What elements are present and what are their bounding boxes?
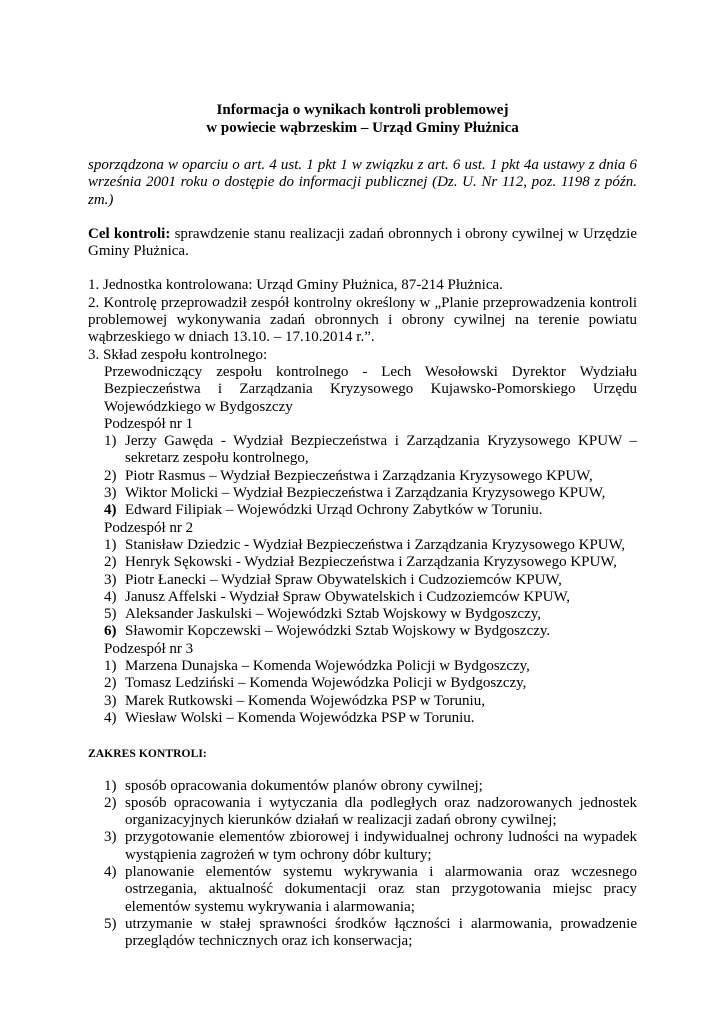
list-item-text: Wiktor Molicki – Wydział Bezpieczeństwa i Zarządzania Kryzysowego KPUW,	[125, 485, 606, 502]
scope-list	[88, 778, 637, 951]
list-item-number: 5)	[104, 606, 117, 623]
list-item-number: 1)	[104, 433, 117, 450]
point-2-control-team: 2. Kontrolę przeprowadził zespół kontrolny określony w „Planie przeprowadzenia kontroli problemowej wykonywania zadań obronnych i obrony cywilnej na terenie powiatu wąbrzeskiego w dniach 13.10. – 17.10.2014 r.”.	[88, 294, 637, 346]
control-goal-label: Cel kontroli:	[88, 225, 171, 242]
list-item-number: 4)	[104, 588, 117, 605]
list-item	[88, 864, 637, 916]
subteam-3-list	[104, 658, 637, 727]
list-item	[104, 537, 637, 554]
list-item-number: 1)	[104, 777, 117, 794]
list-item-number: 5)	[104, 915, 117, 932]
legal-basis: sporządzona w oparciu o art. 4 ust. 1 pkt 1 w związku z art. 6 ust. 1 pkt 4a ustawy z dnia 6 września 2001 roku o dostępie do informacji publicznej (Dz. U. Nr 112, poz. 1198 z późn. zm.)	[88, 157, 637, 208]
list-item-text: Marzena Dunajska – Komenda Wojewódzka Policji w Bydgoszczy,	[125, 658, 530, 675]
list-item-text: Stanisław Dziedzic - Wydział Bezpieczeństwa i Zarządzania Kryzysowego KPUW,	[125, 536, 626, 553]
list-item-number: 3)	[104, 485, 117, 502]
control-goal-text: sprawdzenie stanu realizacji zadań obronnych i obrony cywilnej w Urzędzie Gminy Płużnica.	[88, 225, 637, 260]
control-goal	[88, 226, 637, 261]
list-item-text: Henryk Sękowski - Wydział Bezpieczeństwa i Zarządzania Kryzysowego KPUW,	[125, 554, 617, 571]
list-item	[104, 485, 637, 502]
list-item	[88, 916, 637, 951]
list-item-text: Tomasz Ledziński – Komenda Wojewódzka Policji w Bydgoszczy,	[125, 675, 527, 692]
list-item-number: 2)	[104, 467, 117, 484]
list-item-text: Sławomir Kopczewski – Wojewódzki Sztab Wojskowy w Bydgoszczy.	[125, 623, 551, 640]
title-line-1: Informacja o wynikach kontroli problemowej	[216, 102, 509, 118]
list-item-number: 1)	[104, 658, 117, 675]
team-composition-block	[104, 364, 637, 727]
list-item-text: sposób opracowania dokumentów planów obrony cywilnej;	[125, 777, 483, 794]
list-item	[104, 554, 637, 571]
list-item-text: planowanie elementów systemu wykrywania i alarmowania oraz wczesnego ostrzegania, aktualność dokumentacji oraz stan przygotowania miejsc pracy elementów systemu wykrywania i alarmowania;	[125, 863, 637, 915]
list-item-text: Piotr Rasmus – Wydział Bezpieczeństwa i Zarządzania Kryzysowego KPUW,	[125, 467, 593, 484]
list-item	[88, 795, 637, 830]
list-item-text: utrzymanie w stałej sprawności środków łączności i alarmowania, prowadzenie przeglądów technicznych oraz ich konserwacja;	[125, 915, 637, 950]
subteam-2-list	[104, 537, 637, 641]
list-item	[88, 778, 637, 795]
list-item-text: sposób opracowania i wytyczania dla podległych oraz nadzorowanych jednostek organizacyjnych kierunków działań w realizacji zadań obrony cywilnej;	[125, 794, 637, 829]
list-item-text: Aleksander Jaskulski – Wojewódzki Sztab Wojskowy w Bydgoszczy,	[125, 606, 542, 623]
list-item-number: 2)	[104, 554, 117, 571]
team-chair: Przewodniczący zespołu kontrolnego - Lech Wesołowski Dyrektor Wydziału Bezpieczeństwa i Zarządzania Kryzysowego Kujawsko-Pomorskiego Urzędu Wojewódzkiego w Bydgoszczy	[104, 363, 637, 415]
point-3-team-composition: 3. Skład zespołu kontrolnego:	[88, 346, 268, 363]
list-item-number: 4)	[104, 709, 117, 726]
scope-heading: ZAKRES KONTROLI:	[88, 748, 207, 761]
list-item-text: Janusz Affelski - Wydział Spraw Obywatelskich i Cudzoziemców KPUW,	[125, 588, 570, 605]
list-item	[104, 502, 637, 519]
list-item	[104, 468, 637, 485]
point-1-controlled-unit: 1. Jednostka kontrolowana: Urząd Gminy Płużnica, 87-214 Płużnica.	[88, 277, 503, 294]
list-item-number: 1)	[104, 536, 117, 553]
list-item-text: Jerzy Gawęda - Wydział Bezpieczeństwa i Zarządzania Kryzysowego KPUW – sekretarz zespołu kontrolnego,	[125, 433, 637, 467]
list-item-text: Piotr Łanecki – Wydział Spraw Obywatelskich i Cudzoziemców KPUW,	[125, 571, 562, 588]
list-item-number: 4)	[104, 863, 117, 880]
list-item-text: Wiesław Wolski – Komenda Wojewódzka PSP w Toruniu.	[125, 709, 475, 726]
list-item	[104, 589, 637, 606]
document-title	[88, 102, 637, 137]
list-item-number: 3)	[104, 692, 117, 709]
subteam-2-label: Podzespół nr 2	[104, 519, 194, 536]
subteam-1-label: Podzespół nr 1	[104, 415, 194, 432]
list-item-number: 2)	[104, 675, 117, 692]
list-item-text: Marek Rutkowski – Komenda Wojewódzka PSP w Toruniu,	[125, 692, 485, 709]
document-body	[88, 102, 637, 950]
subteam-3-label: Podzespół nr 3	[104, 640, 194, 657]
list-item-text: przygotowanie elementów zbiorowej i indywidualnej ochrony ludności na wypadek wystąpienia zagrożeń w tym ochrony dóbr kultury;	[125, 829, 637, 863]
list-item-number: 3)	[104, 571, 117, 588]
list-item	[104, 693, 637, 710]
list-item	[104, 710, 637, 727]
list-item	[88, 829, 637, 864]
list-item	[104, 623, 637, 640]
list-item-number: 3)	[104, 829, 117, 846]
list-item-number: 4)	[104, 502, 117, 519]
list-item-number: 6)	[104, 623, 117, 640]
list-item-text: Edward Filipiak – Wojewódzki Urząd Ochrony Zabytków w Toruniu.	[125, 502, 543, 519]
list-item	[104, 606, 637, 623]
list-item	[104, 572, 637, 589]
subteam-1-list	[104, 433, 637, 519]
list-item	[104, 675, 637, 692]
list-item-number: 2)	[104, 794, 117, 811]
title-line-2: w powiecie wąbrzeskim – Urząd Gminy Płużnica	[206, 119, 519, 136]
list-item	[104, 658, 637, 675]
list-item	[104, 433, 637, 468]
